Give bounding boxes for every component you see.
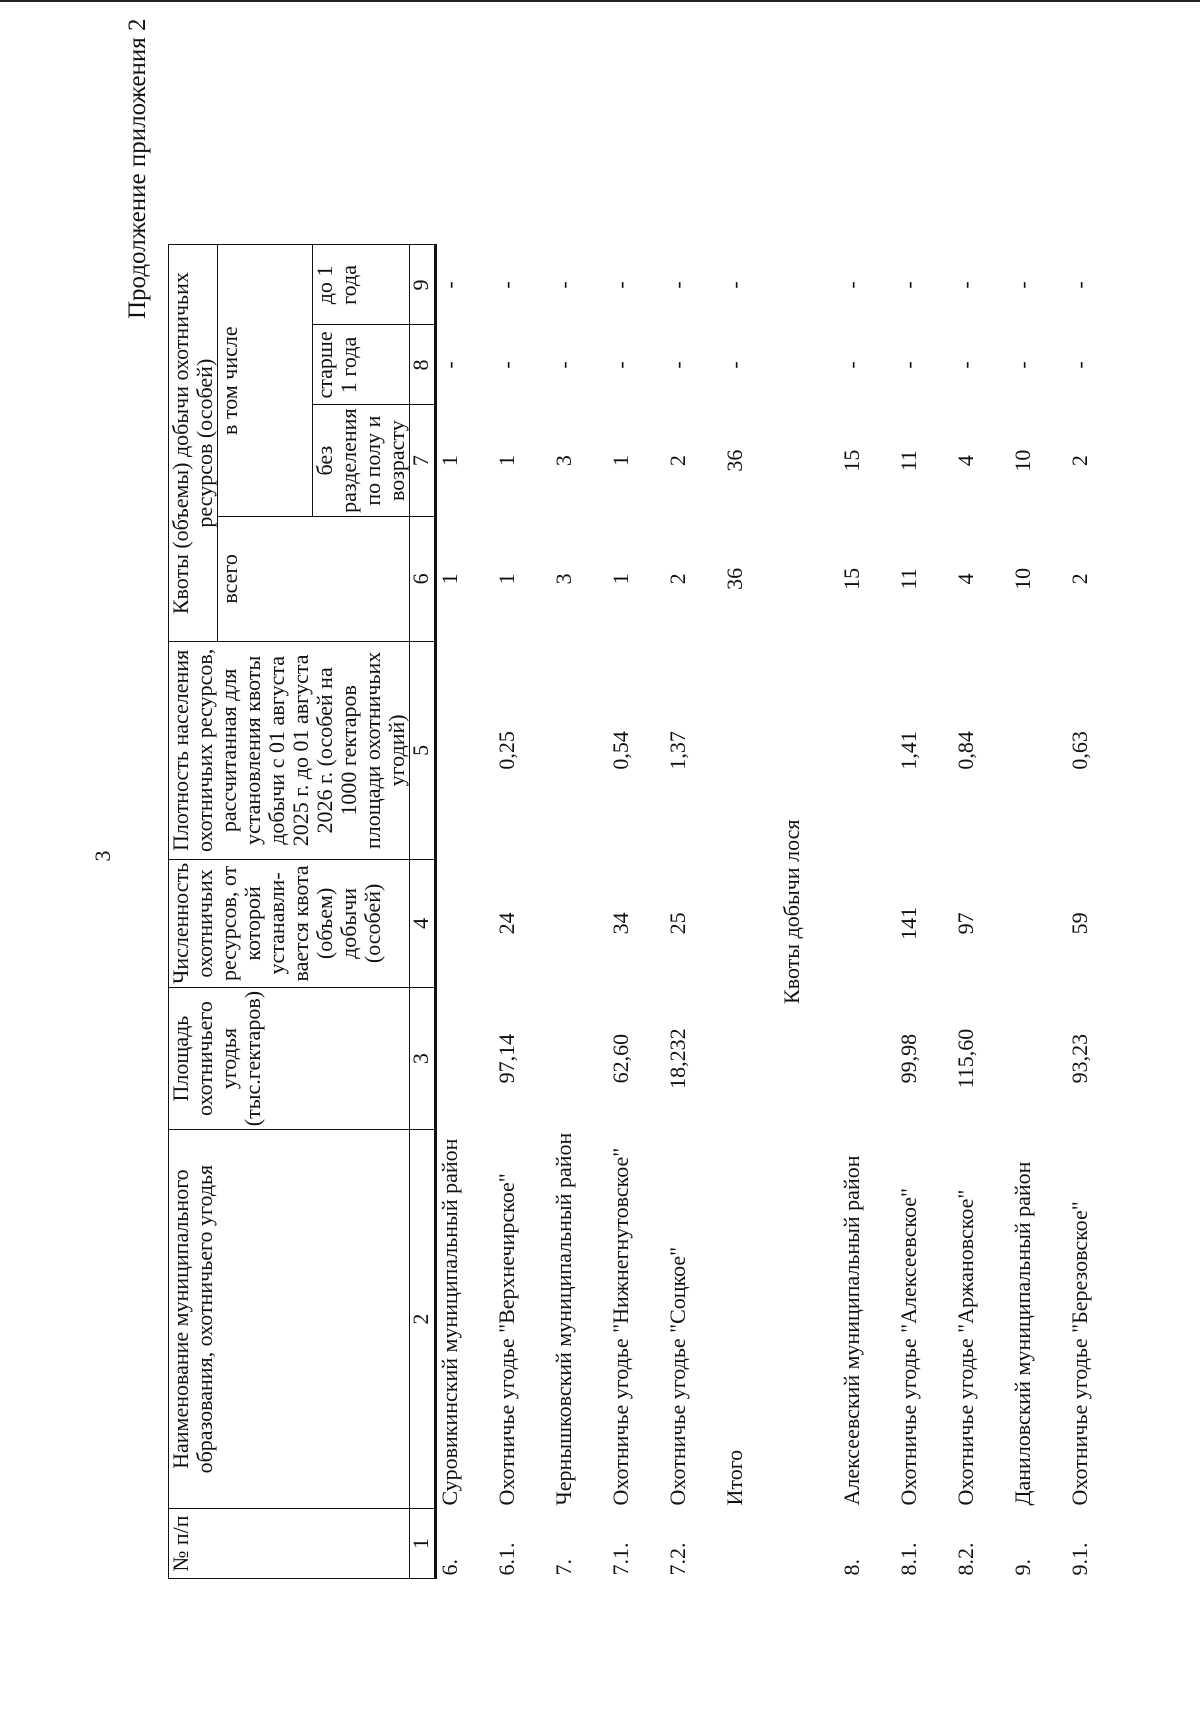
row-count: 141 (896, 906, 921, 940)
row-area: 97,14 (494, 1033, 519, 1084)
table-row (551, 245, 608, 1579)
row-number: 9. (1010, 1559, 1035, 1576)
row-younger: - (551, 281, 576, 289)
row-density: 1,37 (665, 731, 690, 770)
row-older: - (953, 361, 978, 369)
row-name: Охотничье угодье "Соцкое" (665, 1246, 690, 1506)
row-total: 1 (437, 573, 462, 585)
row-area: 62,60 (608, 1033, 633, 1084)
row-number: 7. (551, 1559, 576, 1576)
row-total: 3 (551, 573, 576, 585)
header-area: Площадь охотничьего угодья (тыс.гектаров) (169, 987, 410, 1129)
header-younger: до 1 года (313, 245, 410, 325)
row-area (436, 987, 495, 1129)
row-number: 9.1. (1067, 1542, 1092, 1576)
section-row (779, 245, 839, 1579)
row-older: - (551, 361, 576, 369)
row-area (551, 987, 608, 1129)
row-younger: - (494, 281, 519, 289)
table-row (436, 245, 495, 1579)
row-number: 7.2. (665, 1542, 690, 1576)
table-row (839, 245, 896, 1579)
table-row (896, 245, 953, 1579)
row-number (722, 1509, 779, 1579)
row-younger: - (953, 281, 978, 289)
row-name: Охотничье угодье "Верхнечирское" (494, 1173, 519, 1506)
row-younger: - (665, 281, 690, 289)
header-including: в том числе (218, 245, 313, 516)
row-total: 15 (839, 567, 864, 590)
row-number: 6.1. (494, 1542, 519, 1576)
row-area (1010, 987, 1067, 1129)
row-no-division: 2 (665, 455, 690, 467)
quota-table (168, 244, 1124, 1579)
row-density: 0,63 (1067, 731, 1092, 770)
row-name: Итого (722, 1449, 747, 1506)
row-younger: - (896, 281, 921, 289)
row-number: 6. (437, 1559, 462, 1576)
row-older: - (494, 361, 519, 369)
row-younger: - (722, 281, 747, 289)
row-no-division: 11 (896, 450, 921, 472)
row-count: 34 (608, 912, 633, 935)
column-number: 8 (410, 325, 436, 405)
row-older: - (437, 361, 462, 369)
row-total: 2 (665, 573, 690, 585)
row-name: Охотничье угодье "Аржановское" (953, 1189, 978, 1506)
row-count (722, 859, 779, 987)
row-older: - (608, 361, 633, 369)
row-younger: - (839, 281, 864, 289)
row-older: - (1067, 361, 1092, 369)
row-area: 93,23 (1067, 1033, 1092, 1084)
row-area (839, 987, 896, 1129)
row-no-division: 2 (1067, 455, 1092, 467)
row-count (839, 859, 896, 987)
row-older: - (722, 361, 747, 369)
column-number: 5 (410, 641, 436, 859)
row-total: 4 (953, 573, 978, 585)
row-density (436, 641, 495, 859)
column-number: 4 (410, 859, 436, 987)
row-total: 1 (608, 573, 633, 585)
row-count (1010, 859, 1067, 987)
row-name: Охотничье угодье "Березовское" (1067, 1201, 1092, 1506)
row-name: Чернышковский муниципальный район (551, 1132, 576, 1506)
row-area: 18,232 (665, 1028, 690, 1089)
row-total: 10 (1010, 567, 1035, 590)
row-name: Алексеевский муниципальный район (839, 1155, 864, 1506)
table-row (1067, 245, 1124, 1579)
column-number: 7 (410, 405, 436, 516)
column-number: 3 (410, 987, 436, 1129)
row-no-division: 15 (839, 449, 864, 472)
column-number: 9 (410, 245, 436, 325)
header-no: № п/п (169, 1509, 410, 1579)
row-total: 36 (722, 567, 747, 590)
row-no-division: 1 (494, 455, 519, 467)
appendix-caption: Продолжение приложения 2 (124, 18, 151, 319)
table-row (494, 245, 551, 1579)
row-count: 59 (1067, 912, 1092, 935)
row-density (722, 641, 779, 859)
row-older: - (665, 361, 690, 369)
row-density: 1,41 (896, 731, 921, 770)
row-older: - (839, 361, 864, 369)
row-density (1010, 641, 1067, 859)
page-number: 3 (90, 850, 115, 862)
row-count: 97 (953, 912, 978, 935)
row-count (436, 859, 495, 987)
table-row (1010, 245, 1067, 1579)
row-older: - (1010, 361, 1035, 369)
row-no-division: 1 (608, 455, 633, 467)
row-no-division: 3 (551, 455, 576, 467)
row-no-division: 36 (722, 449, 747, 472)
header-population-count: Численность охотничьих ресурсов, от которой устанавли-вается квота (объем) добычи (особей) (169, 859, 410, 987)
row-area: 115,60 (953, 1028, 978, 1089)
header-name: Наименование муниципального образования, охотничьего угодья (169, 1130, 410, 1509)
row-name: Охотничье угодье "Нижнегнутовское" (608, 1147, 633, 1506)
row-number: 8.2. (953, 1542, 978, 1576)
row-younger: - (1067, 281, 1092, 289)
row-total: 2 (1067, 573, 1092, 585)
row-name: Суровикинский муниципальный район (437, 1138, 462, 1506)
column-number-row (410, 245, 436, 1579)
row-density: 0,84 (953, 731, 978, 770)
header-total: всего (218, 516, 410, 641)
table-row (953, 245, 1010, 1579)
table-row (608, 245, 665, 1579)
header-quota-group: Квоты (объемы) добычи охотничьих ресурсов (особей) (169, 245, 218, 641)
row-count: 25 (665, 912, 690, 935)
row-count: 24 (494, 912, 519, 935)
header-no-division: без разделения по полу и возрасту (313, 405, 410, 516)
row-density: 0,54 (608, 731, 633, 770)
row-number: 7.1. (608, 1542, 633, 1576)
header-density: Плотность населения охотничьих ресурсов, рассчитанная для установления квоты добычи с 01 августа 2025 г. до 01 августа 2026 г. (особей на 1000 гектаров площади охотничьих угодий) (169, 641, 410, 859)
row-no-division: 1 (437, 455, 462, 467)
table-row (665, 245, 722, 1579)
row-density (839, 641, 896, 859)
row-older: - (896, 361, 921, 369)
row-area (722, 987, 779, 1129)
row-number: 8. (839, 1559, 864, 1576)
row-name: Даниловский муниципальный район (1010, 1161, 1035, 1506)
column-number: 6 (410, 516, 436, 641)
table-row-total (722, 245, 779, 1579)
row-count (551, 859, 608, 987)
section-title: Квоты добычи лося (779, 819, 804, 1004)
row-younger: - (437, 281, 462, 289)
row-total: 11 (896, 568, 921, 590)
row-density: 0,25 (494, 731, 519, 770)
row-no-division: 10 (1010, 449, 1035, 472)
row-area: 99,98 (896, 1033, 921, 1084)
row-name: Охотничье угодье "Алексеевское" (896, 1187, 921, 1506)
row-total: 1 (494, 573, 519, 585)
header-older: старше 1 года (313, 325, 410, 405)
row-number: 8.1. (896, 1542, 921, 1576)
row-no-division: 4 (953, 455, 978, 467)
column-number: 1 (410, 1509, 436, 1579)
row-density (551, 641, 608, 859)
row-younger: - (1010, 281, 1035, 289)
column-number: 2 (410, 1130, 436, 1509)
row-younger: - (608, 281, 633, 289)
